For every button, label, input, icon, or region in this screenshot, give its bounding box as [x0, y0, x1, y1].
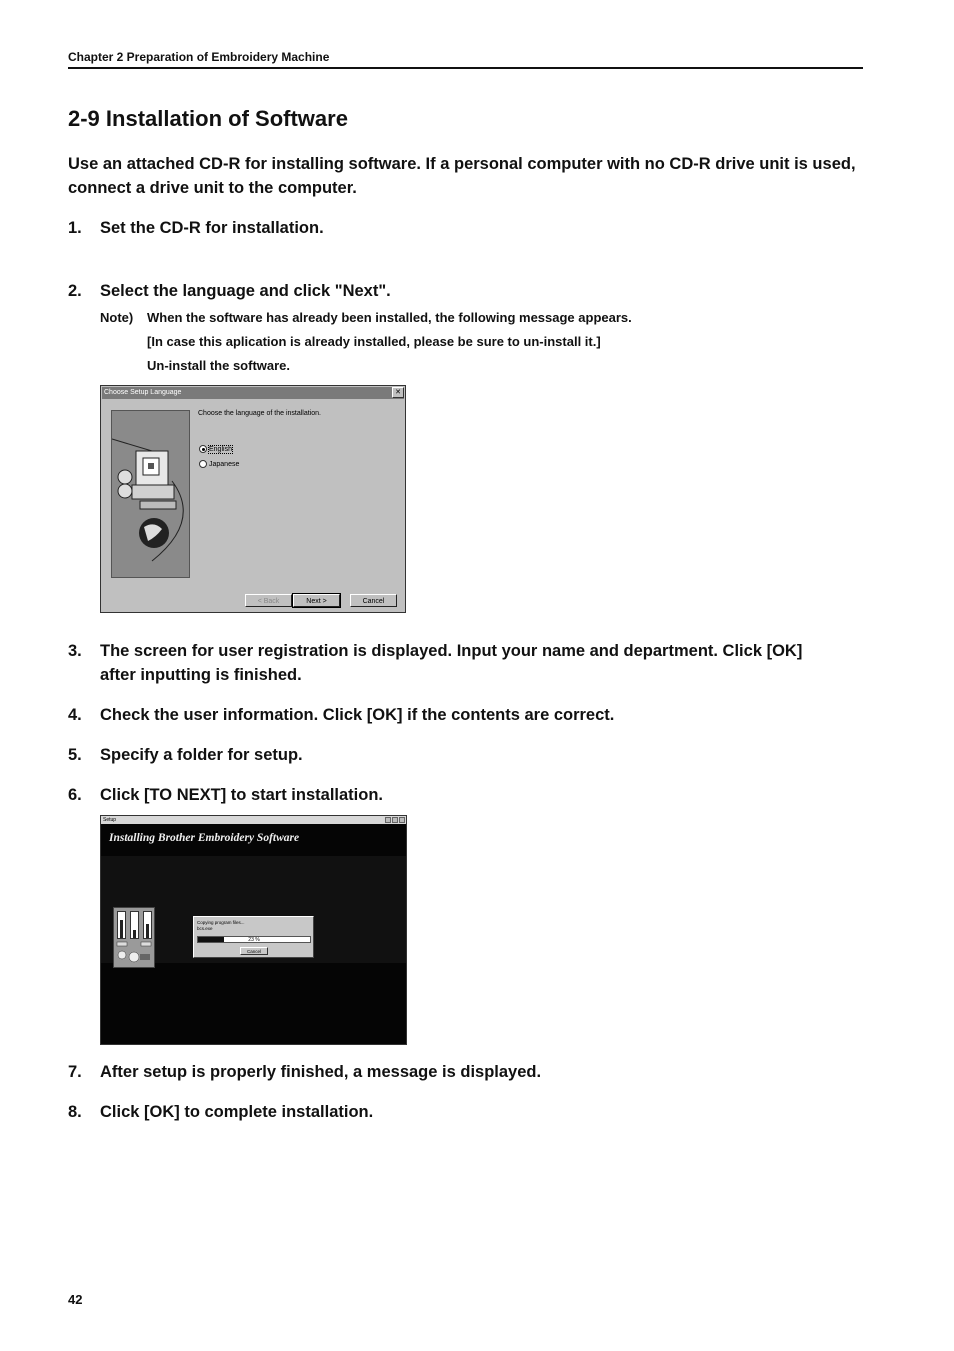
intro-paragraph: Use an attached CD-R for installing software. If a personal computer with no CD-R drive unit is used, connect a drive unit to the computer. [68, 155, 856, 197]
radio-english[interactable] [199, 445, 232, 453]
close-icon[interactable] [399, 817, 405, 823]
progress-caption: Copying program files... [197, 920, 245, 925]
progress-percent: 23 % [248, 937, 260, 943]
progress-bar [197, 936, 311, 943]
section-title: 2-9 Installation of Software [68, 106, 348, 131]
radio-unselected-icon[interactable] [199, 460, 207, 468]
disk-meter-panel [113, 907, 155, 968]
meter-icon [130, 911, 139, 939]
setup-window-screenshot [100, 815, 407, 1045]
radio-selected-icon[interactable] [199, 445, 207, 453]
step-number: 7. [68, 1063, 82, 1081]
step-text: Click [TO NEXT] to start installation. [100, 786, 383, 804]
radio-label: English [209, 445, 232, 453]
step-text: Check the user information. Click [OK] if the contents are correct. [100, 706, 615, 724]
copy-progress-dialog [193, 916, 314, 958]
page-number: 42 [68, 1292, 83, 1307]
back-button[interactable]: < Back [245, 594, 292, 607]
radio-label: Japanese [209, 460, 240, 468]
minimize-icon[interactable] [385, 817, 391, 823]
language-prompt: Choose the language of the installation. [198, 410, 321, 417]
maximize-icon[interactable] [392, 817, 398, 823]
setup-heading: Installing Brother Embroidery Software [109, 832, 300, 844]
step-text: Set the CD-R for installation. [100, 219, 324, 237]
cancel-button[interactable]: Cancel [240, 947, 268, 955]
step-text-line-1: The screen for user registration is displayed. Input your name and department. Click [OK] [100, 642, 803, 660]
progress-filename: bcs.exe [197, 926, 213, 931]
step-text: Click [OK] to complete installation. [100, 1103, 374, 1121]
note-line-2: [In case this aplication is already installed, please be sure to un-install it.] [147, 334, 601, 349]
note-label: Note) [100, 310, 134, 325]
step-text: Specify a folder for setup. [100, 746, 303, 764]
meter-icon [143, 911, 152, 939]
setup-illustration [111, 410, 190, 578]
step-number: 5. [68, 746, 82, 764]
running-header: Chapter 2 Preparation of Embroidery Machine [68, 50, 330, 64]
close-icon[interactable]: ✕ [392, 387, 404, 398]
next-button[interactable]: Next > [293, 594, 340, 607]
step-text: After setup is properly finished, a message is displayed. [100, 1063, 542, 1081]
step-text: Select the language and click "Next". [100, 282, 391, 300]
note-line-1: When the software has already been installed, the following message appears. [147, 310, 632, 325]
step-number: 8. [68, 1103, 82, 1121]
step-number: 3. [68, 642, 82, 660]
step-3-line-2: after inputting is finished. [100, 666, 302, 684]
dialog-title: Choose Setup Language [102, 387, 404, 399]
step-number: 1. [68, 219, 82, 237]
step-number: 2. [68, 282, 82, 300]
meter-icon [117, 911, 126, 939]
window-controls [385, 817, 405, 823]
header-rule [68, 67, 863, 69]
step-number: 6. [68, 786, 82, 804]
language-dialog-screenshot [100, 385, 406, 613]
computer-globe-illustration [112, 411, 189, 577]
disk-icon [114, 940, 154, 966]
radio-japanese[interactable] [199, 460, 239, 468]
note-line-3: Un-install the software. [147, 358, 291, 373]
step-number: 4. [68, 706, 82, 724]
cancel-button[interactable]: Cancel [350, 594, 397, 607]
setup-window-title: Setup [101, 816, 406, 824]
